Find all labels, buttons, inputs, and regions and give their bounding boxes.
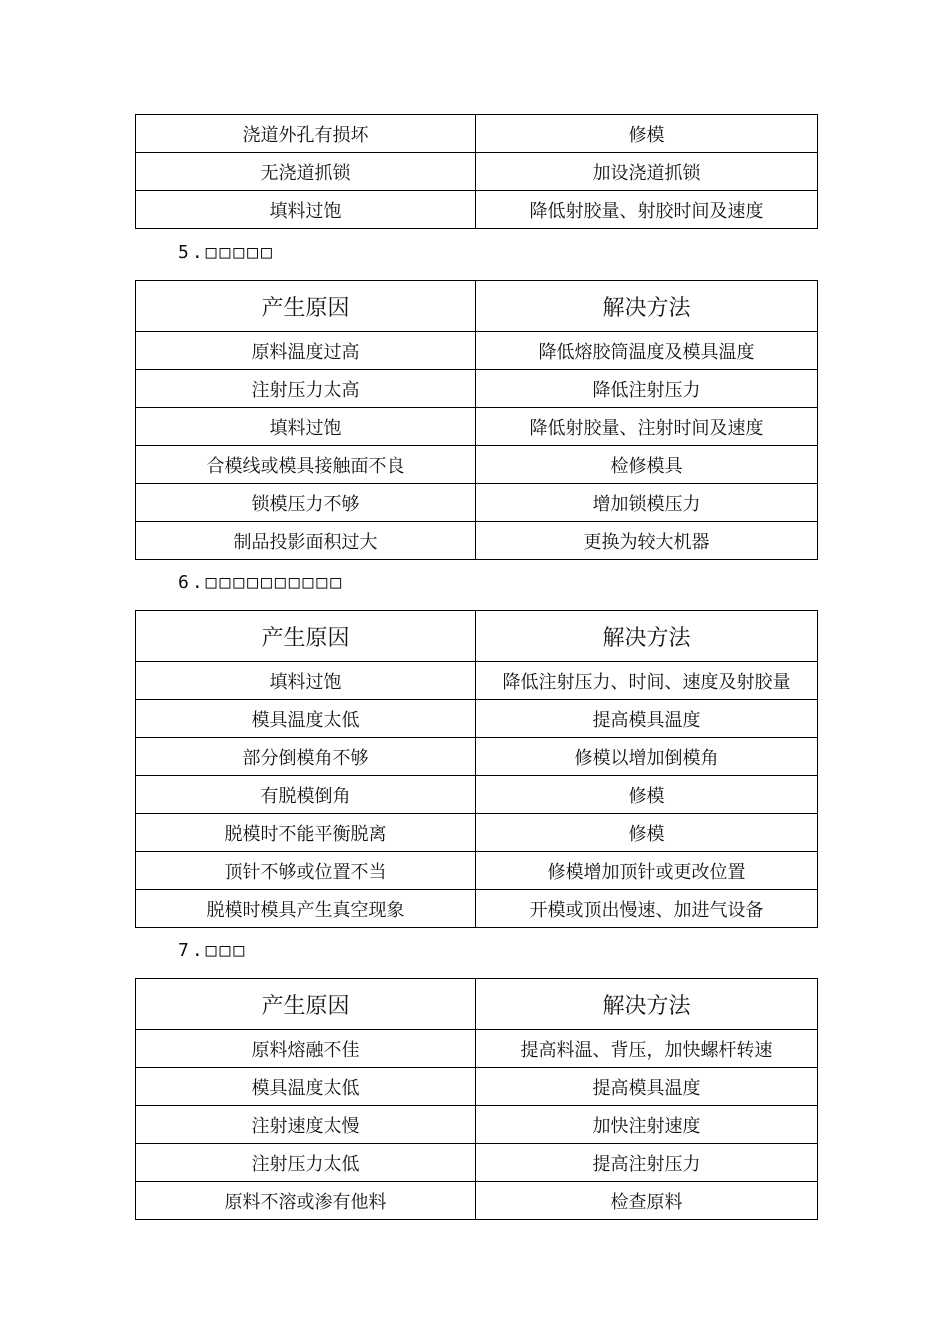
header-solution: 解决方法 <box>476 611 818 662</box>
solution-cell: 修模 <box>476 776 818 814</box>
table-header-row <box>136 979 818 1030</box>
table-top <box>135 114 818 229</box>
solution-cell: 降低注射压力 <box>476 370 818 408</box>
cause-cell: 脱模时不能平衡脱离 <box>136 814 476 852</box>
section-6-heading: 6.□□□□□□□□□□ <box>178 572 345 593</box>
table-row <box>136 370 818 408</box>
table-row <box>136 522 818 560</box>
cause-cell: 原料不溶或渗有他料 <box>136 1182 476 1220</box>
cause-cell: 有脱模倒角 <box>136 776 476 814</box>
cause-cell: 注射压力太低 <box>136 1144 476 1182</box>
table-section-5 <box>135 280 818 560</box>
table-row <box>136 814 818 852</box>
table-row <box>136 153 818 191</box>
cause-cell: 脱模时模具产生真空现象 <box>136 890 476 928</box>
solution-cell: 加设浇道抓锁 <box>476 153 818 191</box>
solution-cell: 检查原料 <box>476 1182 818 1220</box>
table-row <box>136 1068 818 1106</box>
table-section-7 <box>135 978 818 1220</box>
solution-cell: 加快注射速度 <box>476 1106 818 1144</box>
table-row <box>136 1106 818 1144</box>
solution-cell: 提高模具温度 <box>476 1068 818 1106</box>
cause-cell: 制品投影面积过大 <box>136 522 476 560</box>
header-solution: 解决方法 <box>476 979 818 1030</box>
cause-cell: 模具温度太低 <box>136 1068 476 1106</box>
solution-cell: 修模 <box>476 814 818 852</box>
cause-cell: 顶针不够或位置不当 <box>136 852 476 890</box>
table-row <box>136 1182 818 1220</box>
header-cause: 产生原因 <box>136 611 476 662</box>
cause-cell: 原料熔融不佳 <box>136 1030 476 1068</box>
cause-cell: 浇道外孔有损坏 <box>136 115 476 153</box>
cause-cell: 原料温度过高 <box>136 332 476 370</box>
header-cause: 产生原因 <box>136 281 476 332</box>
solution-cell: 开模或顶出慢速、加进气设备 <box>476 890 818 928</box>
table-row <box>136 191 818 229</box>
cause-cell: 注射压力太高 <box>136 370 476 408</box>
solution-cell: 修模以增加倒模角 <box>476 738 818 776</box>
solution-cell: 提高料温、背压，加快螺杆转速 <box>476 1030 818 1068</box>
solution-cell: 降低注射压力、时间、速度及射胶量 <box>476 662 818 700</box>
cause-cell: 填料过饱 <box>136 662 476 700</box>
table-section-6 <box>135 610 818 928</box>
table-row <box>136 115 818 153</box>
solution-cell: 修模 <box>476 115 818 153</box>
table-row <box>136 700 818 738</box>
table-row <box>136 1144 818 1182</box>
table-row <box>136 852 818 890</box>
table-row <box>136 890 818 928</box>
table-row <box>136 408 818 446</box>
cause-cell: 无浇道抓锁 <box>136 153 476 191</box>
table-row <box>136 738 818 776</box>
solution-cell: 更换为较大机器 <box>476 522 818 560</box>
cause-cell: 合模线或模具接触面不良 <box>136 446 476 484</box>
table-row <box>136 1030 818 1068</box>
table-row <box>136 446 818 484</box>
cause-cell: 部分倒模角不够 <box>136 738 476 776</box>
cause-cell: 填料过饱 <box>136 408 476 446</box>
solution-cell: 检修模具 <box>476 446 818 484</box>
table-header-row <box>136 611 818 662</box>
cause-cell: 注射速度太慢 <box>136 1106 476 1144</box>
solution-cell: 降低射胶量、注射时间及速度 <box>476 408 818 446</box>
header-solution: 解决方法 <box>476 281 818 332</box>
solution-cell: 提高模具温度 <box>476 700 818 738</box>
table-row <box>136 662 818 700</box>
solution-cell: 提高注射压力 <box>476 1144 818 1182</box>
cause-cell: 填料过饱 <box>136 191 476 229</box>
cause-cell: 锁模压力不够 <box>136 484 476 522</box>
solution-cell: 降低熔胶筒温度及模具温度 <box>476 332 818 370</box>
table-header-row <box>136 281 818 332</box>
solution-cell: 增加锁模压力 <box>476 484 818 522</box>
cause-cell: 模具温度太低 <box>136 700 476 738</box>
solution-cell: 修模增加顶针或更改位置 <box>476 852 818 890</box>
table-row <box>136 776 818 814</box>
section-5-heading: 5.□□□□□ <box>178 242 275 263</box>
table-row <box>136 332 818 370</box>
section-7-heading: 7.□□□ <box>178 940 248 961</box>
table-row <box>136 484 818 522</box>
solution-cell: 降低射胶量、射胶时间及速度 <box>476 191 818 229</box>
header-cause: 产生原因 <box>136 979 476 1030</box>
